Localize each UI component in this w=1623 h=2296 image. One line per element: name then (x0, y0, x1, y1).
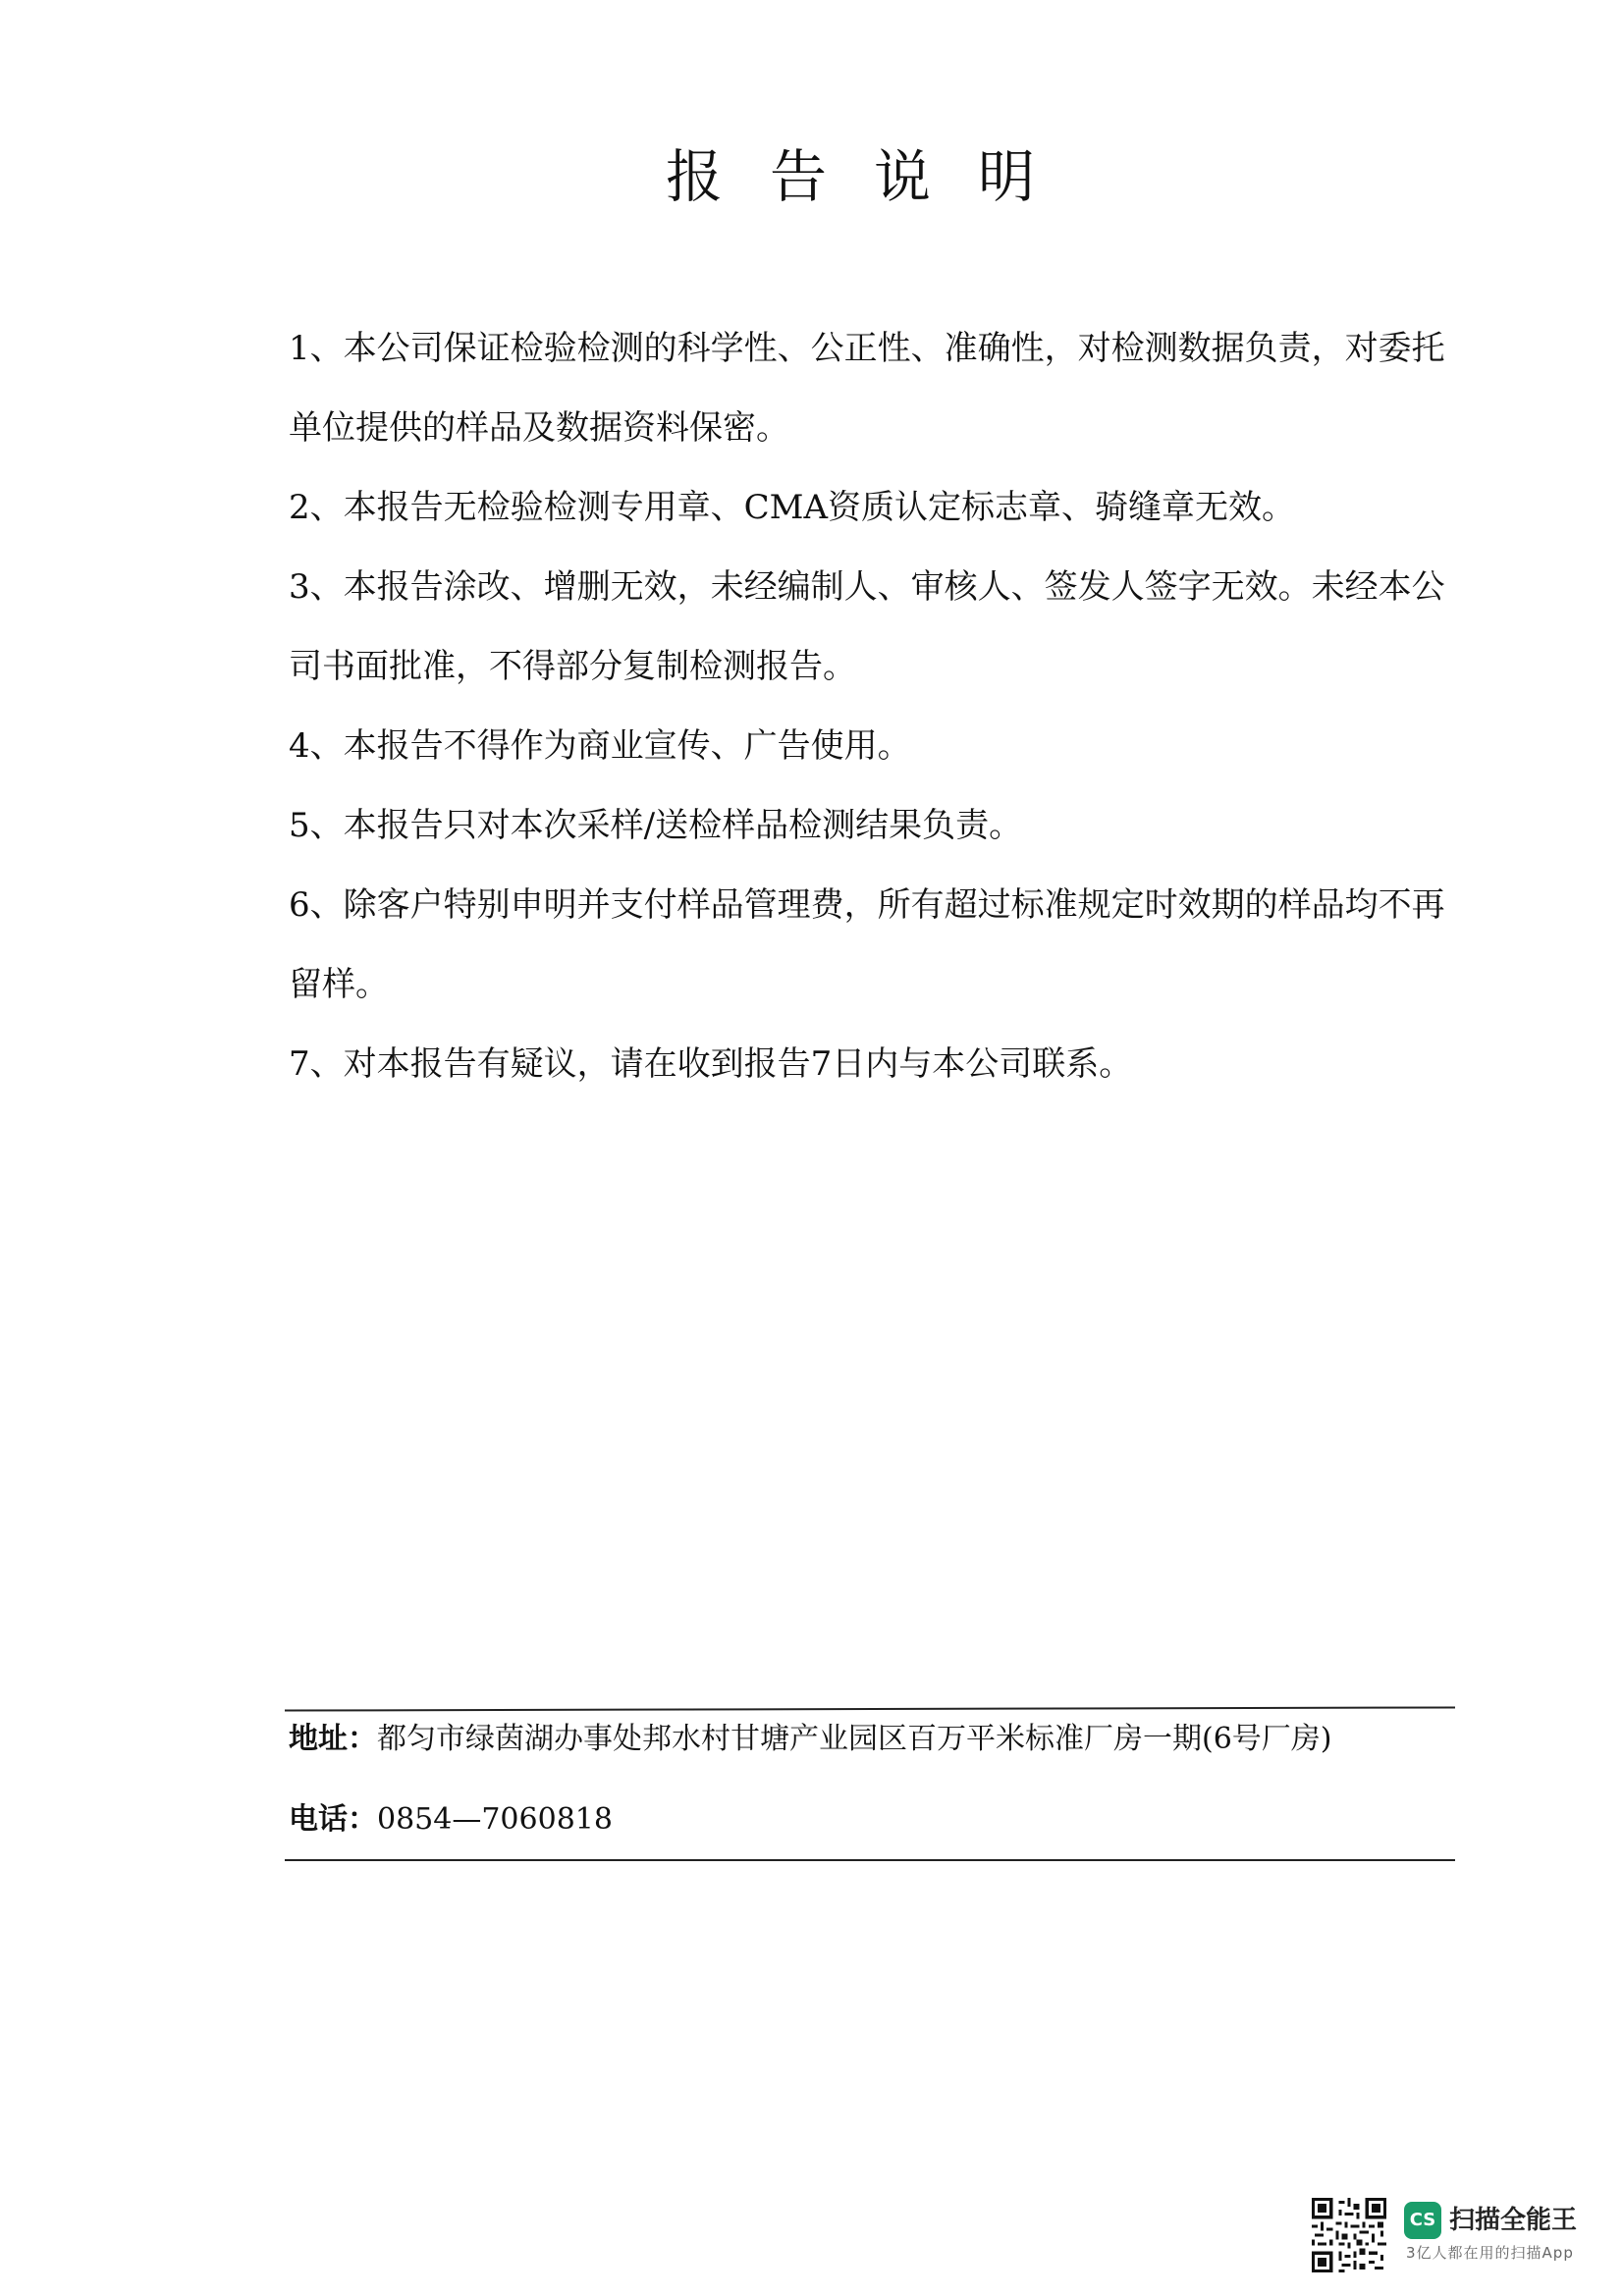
clause-6: 6、除客户特别申明并支付样品管理费，所有超过标准规定时效期的样品均不再留样。 (289, 885, 1445, 1004)
clause-list (289, 309, 1457, 1104)
address-label: 地址： (289, 1722, 377, 1756)
clause-4: 4、本报告不得作为商业宣传、广告使用。 (289, 726, 911, 766)
contact-footer (285, 1708, 1455, 1861)
address-value: 都匀市绿茵湖办事处邦水村甘塘产业园区百万平米标准厂房一期(6号厂房) (377, 1722, 1332, 1756)
camscanner-app-name: 扫描全能王 (1449, 2206, 1578, 2235)
camscanner-slogan: 3亿人都在用的扫描App (1406, 2244, 1574, 2262)
footer-top-divider (285, 1706, 1455, 1711)
clause-1: 1、本公司保证检验检测的科学性、公正性、准确性，对检测数据负责，对委托单位提供的样品及数据资料保密。 (289, 329, 1445, 448)
clause-5: 5、本报告只对本次采样/送检样品检测结果负责。 (289, 806, 1023, 845)
phone-label: 电话： (289, 1802, 377, 1837)
camscanner-watermark (1312, 2198, 1596, 2263)
qr-code-icon (1312, 2198, 1386, 2272)
camscanner-logo-icon: CS (1404, 2202, 1441, 2239)
address-line (285, 1722, 1455, 1757)
clause-2: 2、本报告无检验检测专用章、CMA资质认定标志章、骑缝章无效。 (289, 488, 1296, 527)
phone-line (285, 1802, 1455, 1838)
footer-bottom-divider (285, 1859, 1455, 1861)
clause-7: 7、对本报告有疑议，请在收到报告7日内与本公司联系。 (289, 1044, 1133, 1084)
page-title: 报告说明 (665, 143, 1082, 210)
phone-value: 0854—7060818 (377, 1802, 613, 1837)
clause-3: 3、本报告涂改、增删无效，未经编制人、审核人、签发人签字无效。未经本公司书面批准，不得部分复制检测报告。 (289, 567, 1445, 686)
